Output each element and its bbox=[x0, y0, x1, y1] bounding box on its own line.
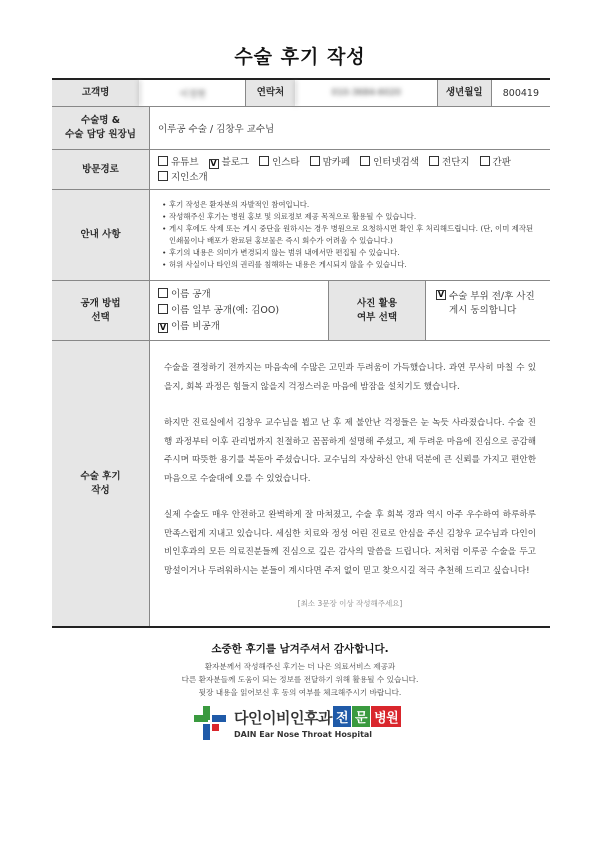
visit-option-checkbox[interactable] bbox=[429, 156, 439, 166]
review-label-line2: 작성 bbox=[91, 484, 110, 496]
guide-item: • 작성해주신 후기는 병원 홍보 및 의료정보 제공 목적으로 활용될 수 있습니다. bbox=[162, 211, 540, 223]
surgery-row bbox=[52, 107, 550, 150]
footer-line: 다른 환자분들께 도움이 되는 정보를 전달하기 위해 활용될 수 있습니다. bbox=[181, 675, 419, 684]
visit-option[interactable] bbox=[259, 155, 300, 170]
logo-name-text: 다인이비인후과 bbox=[234, 709, 332, 727]
surgery-label bbox=[52, 107, 149, 149]
visit-option-label: 인스타 bbox=[272, 156, 300, 168]
logo-badge-3: 병원 bbox=[371, 706, 401, 727]
cross-logo-icon bbox=[194, 706, 226, 740]
visit-option-checkbox[interactable] bbox=[158, 171, 168, 181]
photo-option[interactable] bbox=[425, 281, 550, 340]
disclosure-option-label: 이름 일부 공개(예: 김OO) bbox=[171, 304, 280, 316]
review-label bbox=[52, 341, 149, 626]
guide-item: • 후기 작성은 환자분의 자발적인 참여입니다. bbox=[162, 199, 540, 211]
page-title: 수술 후기 작성 bbox=[234, 46, 366, 68]
name-value[interactable]: 이정현 bbox=[139, 80, 245, 106]
name-label: 고객명 bbox=[52, 80, 139, 106]
disclosure-label-line2: 선택 bbox=[91, 311, 110, 323]
disclosure-option[interactable] bbox=[158, 287, 211, 303]
visit-option-label: 전단지 bbox=[442, 156, 470, 168]
disclosure-option[interactable] bbox=[158, 303, 279, 319]
visit-option-label: 지인소개 bbox=[171, 171, 208, 183]
visit-option[interactable] bbox=[360, 155, 419, 170]
visit-option-checkbox[interactable]: V bbox=[210, 158, 217, 168]
footer-notice bbox=[0, 660, 600, 699]
visit-option-checkbox[interactable] bbox=[360, 156, 370, 166]
guide-row bbox=[52, 190, 550, 281]
photo-consent-checkbox[interactable]: V bbox=[437, 290, 445, 299]
birth-label: 생년월일 bbox=[437, 80, 491, 106]
photo-label bbox=[328, 281, 425, 340]
surgery-label-line1: 수술명 & bbox=[80, 115, 121, 127]
visit-option-checkbox[interactable] bbox=[158, 156, 168, 166]
logo-badge-1: 전 bbox=[333, 706, 351, 727]
disclosure-options bbox=[149, 281, 328, 340]
review-form bbox=[52, 78, 550, 628]
disclosure-row bbox=[52, 281, 550, 341]
guide-item: • 후기의 내용은 의미가 변경되지 않는 범위 내에서만 편집될 수 있습니다. bbox=[162, 247, 540, 259]
contact-label: 연락처 bbox=[245, 80, 295, 106]
birth-value[interactable]: 800419 bbox=[491, 80, 550, 106]
visit-option-label: 블로그 bbox=[221, 156, 250, 168]
visit-option-label: 간판 bbox=[492, 156, 511, 168]
guide-item: • 허위 사실이나 타인의 권리를 침해하는 내용은 게시되지 않을 수 있습니다. bbox=[162, 259, 540, 271]
review-paragraph: 하지만 진료실에서 김창우 교수님을 뵙고 난 후 제 불안난 걱정들은 눈 녹듯 사라졌습니다. 수술 진행 과정부터 이후 관리법까지 친절하고 꼼꼼하게 설명해 주셨고, 제 두려운 마음에 진심으로 공감해 주시며 따뜻한 용기를 북돋아 주셨습니다. 교수님의 자상하신 안내 덕분에 큰 신뢰를 가지고 편안한 마음으로 수술대에 오를 수 있었습니다. bbox=[164, 418, 536, 484]
visit-route-row bbox=[52, 150, 550, 190]
visit-route-options bbox=[149, 150, 550, 189]
review-row bbox=[52, 341, 550, 626]
photo-option-line2: 게시 동의합니다 bbox=[449, 305, 517, 316]
review-text[interactable] bbox=[150, 341, 550, 580]
surgery-value[interactable]: 이루공 수술 / 김창우 교수님 bbox=[149, 107, 550, 149]
visit-option[interactable] bbox=[480, 155, 511, 170]
visit-option-label: 인터넷검색 bbox=[373, 156, 420, 168]
visit-option-checkbox[interactable] bbox=[480, 156, 490, 166]
review-paragraph: 실제 수술도 매우 안전하고 완벽하게 잘 마쳐졌고, 수술 후 회복 경과 역시 아주 우수하여 하루하루 만족스럽게 지내고 있습니다. 세심한 치료와 정성 어린 진료로 안심을 주신 김창우 교수님과 다인이비인후과의 모든 의료진분들께 진심으로 깊은 감사의 말씀을 드립니다. 저처럼 이루공 수술을 두고 망설이거나 두려워하시는 분들이 계시다면 주저 없이 믿고 찾으시길 적극 추천해 드리고 싶습니다! bbox=[164, 510, 536, 576]
contact-value[interactable]: 010-3684-6020 bbox=[295, 80, 437, 106]
photo-label-line1: 사진 활용 bbox=[356, 297, 397, 309]
disclosure-option-label: 이름 공개 bbox=[171, 288, 211, 300]
disclosure-option-checkbox[interactable]: V bbox=[159, 322, 167, 332]
logo-badge-2: 문 bbox=[352, 706, 370, 727]
visit-route-label: 방문경로 bbox=[52, 150, 149, 189]
visit-option[interactable] bbox=[158, 170, 208, 185]
logo-name bbox=[234, 706, 401, 728]
footer-line: 뒷장 내용을 읽어보신 후 동의 여부를 체크해주시기 바랍니다. bbox=[198, 688, 402, 697]
guide-list bbox=[150, 193, 550, 277]
disclosure-option-checkbox[interactable] bbox=[158, 288, 168, 298]
visit-option[interactable] bbox=[209, 155, 250, 170]
visit-option[interactable] bbox=[429, 155, 470, 170]
disclosure-option[interactable] bbox=[158, 319, 220, 335]
review-paragraph: 수술을 결정하기 전까지는 마음속에 수많은 고민과 두려움이 가득했습니다. 과연 무사히 마칠 수 있을지, 회복 과정은 힘들지 않을지 걱정스러운 마음에 밤잠을 설치기도 했습니다. bbox=[164, 363, 536, 392]
review-area[interactable] bbox=[149, 341, 550, 626]
visit-option-label: 유튜브 bbox=[171, 156, 199, 168]
visit-option-checkbox[interactable] bbox=[310, 156, 320, 166]
visit-option-label: 맘카페 bbox=[322, 156, 351, 168]
disclosure-option-checkbox[interactable] bbox=[158, 304, 168, 314]
review-min-hint: [최소 3문장 이상 작성해주세요] bbox=[297, 599, 403, 608]
patient-info-row bbox=[52, 80, 550, 107]
visit-option[interactable] bbox=[310, 155, 351, 170]
disclosure-label-line1: 공개 방법 bbox=[80, 297, 121, 309]
footer-line: 환자분께서 작성해주신 후기는 더 나은 의료서비스 제공과 bbox=[204, 662, 396, 671]
review-label-line1: 수술 후기 bbox=[80, 470, 121, 482]
photo-label-line2: 여부 선택 bbox=[356, 311, 397, 323]
thanks-message: 소중한 후기를 남겨주셔서 감사합니다. bbox=[211, 643, 389, 655]
guide-label: 안내 사항 bbox=[52, 190, 149, 280]
disclosure-option-label: 이름 비공개 bbox=[171, 320, 220, 332]
logo-english: DAIN Ear Nose Throat Hospital bbox=[234, 730, 373, 739]
disclosure-label bbox=[52, 281, 149, 340]
hospital-logo bbox=[194, 700, 424, 746]
guide-item: • 게시 후에도 삭제 또는 게시 중단을 원하시는 경우 병원으로 요청하시면 확인 후 처리해드립니다. (단, 이미 제작된 인쇄물이나 배포가 완료된 홍보물은 즉시 회수가 어려울 수 있습니다.) bbox=[162, 223, 540, 247]
visit-option-checkbox[interactable] bbox=[259, 156, 269, 166]
surgery-label-line2: 수술 담당 원장님 bbox=[65, 129, 136, 140]
visit-option[interactable] bbox=[158, 155, 199, 170]
photo-option-line1: 수술 부위 전/후 사진 bbox=[449, 291, 535, 302]
